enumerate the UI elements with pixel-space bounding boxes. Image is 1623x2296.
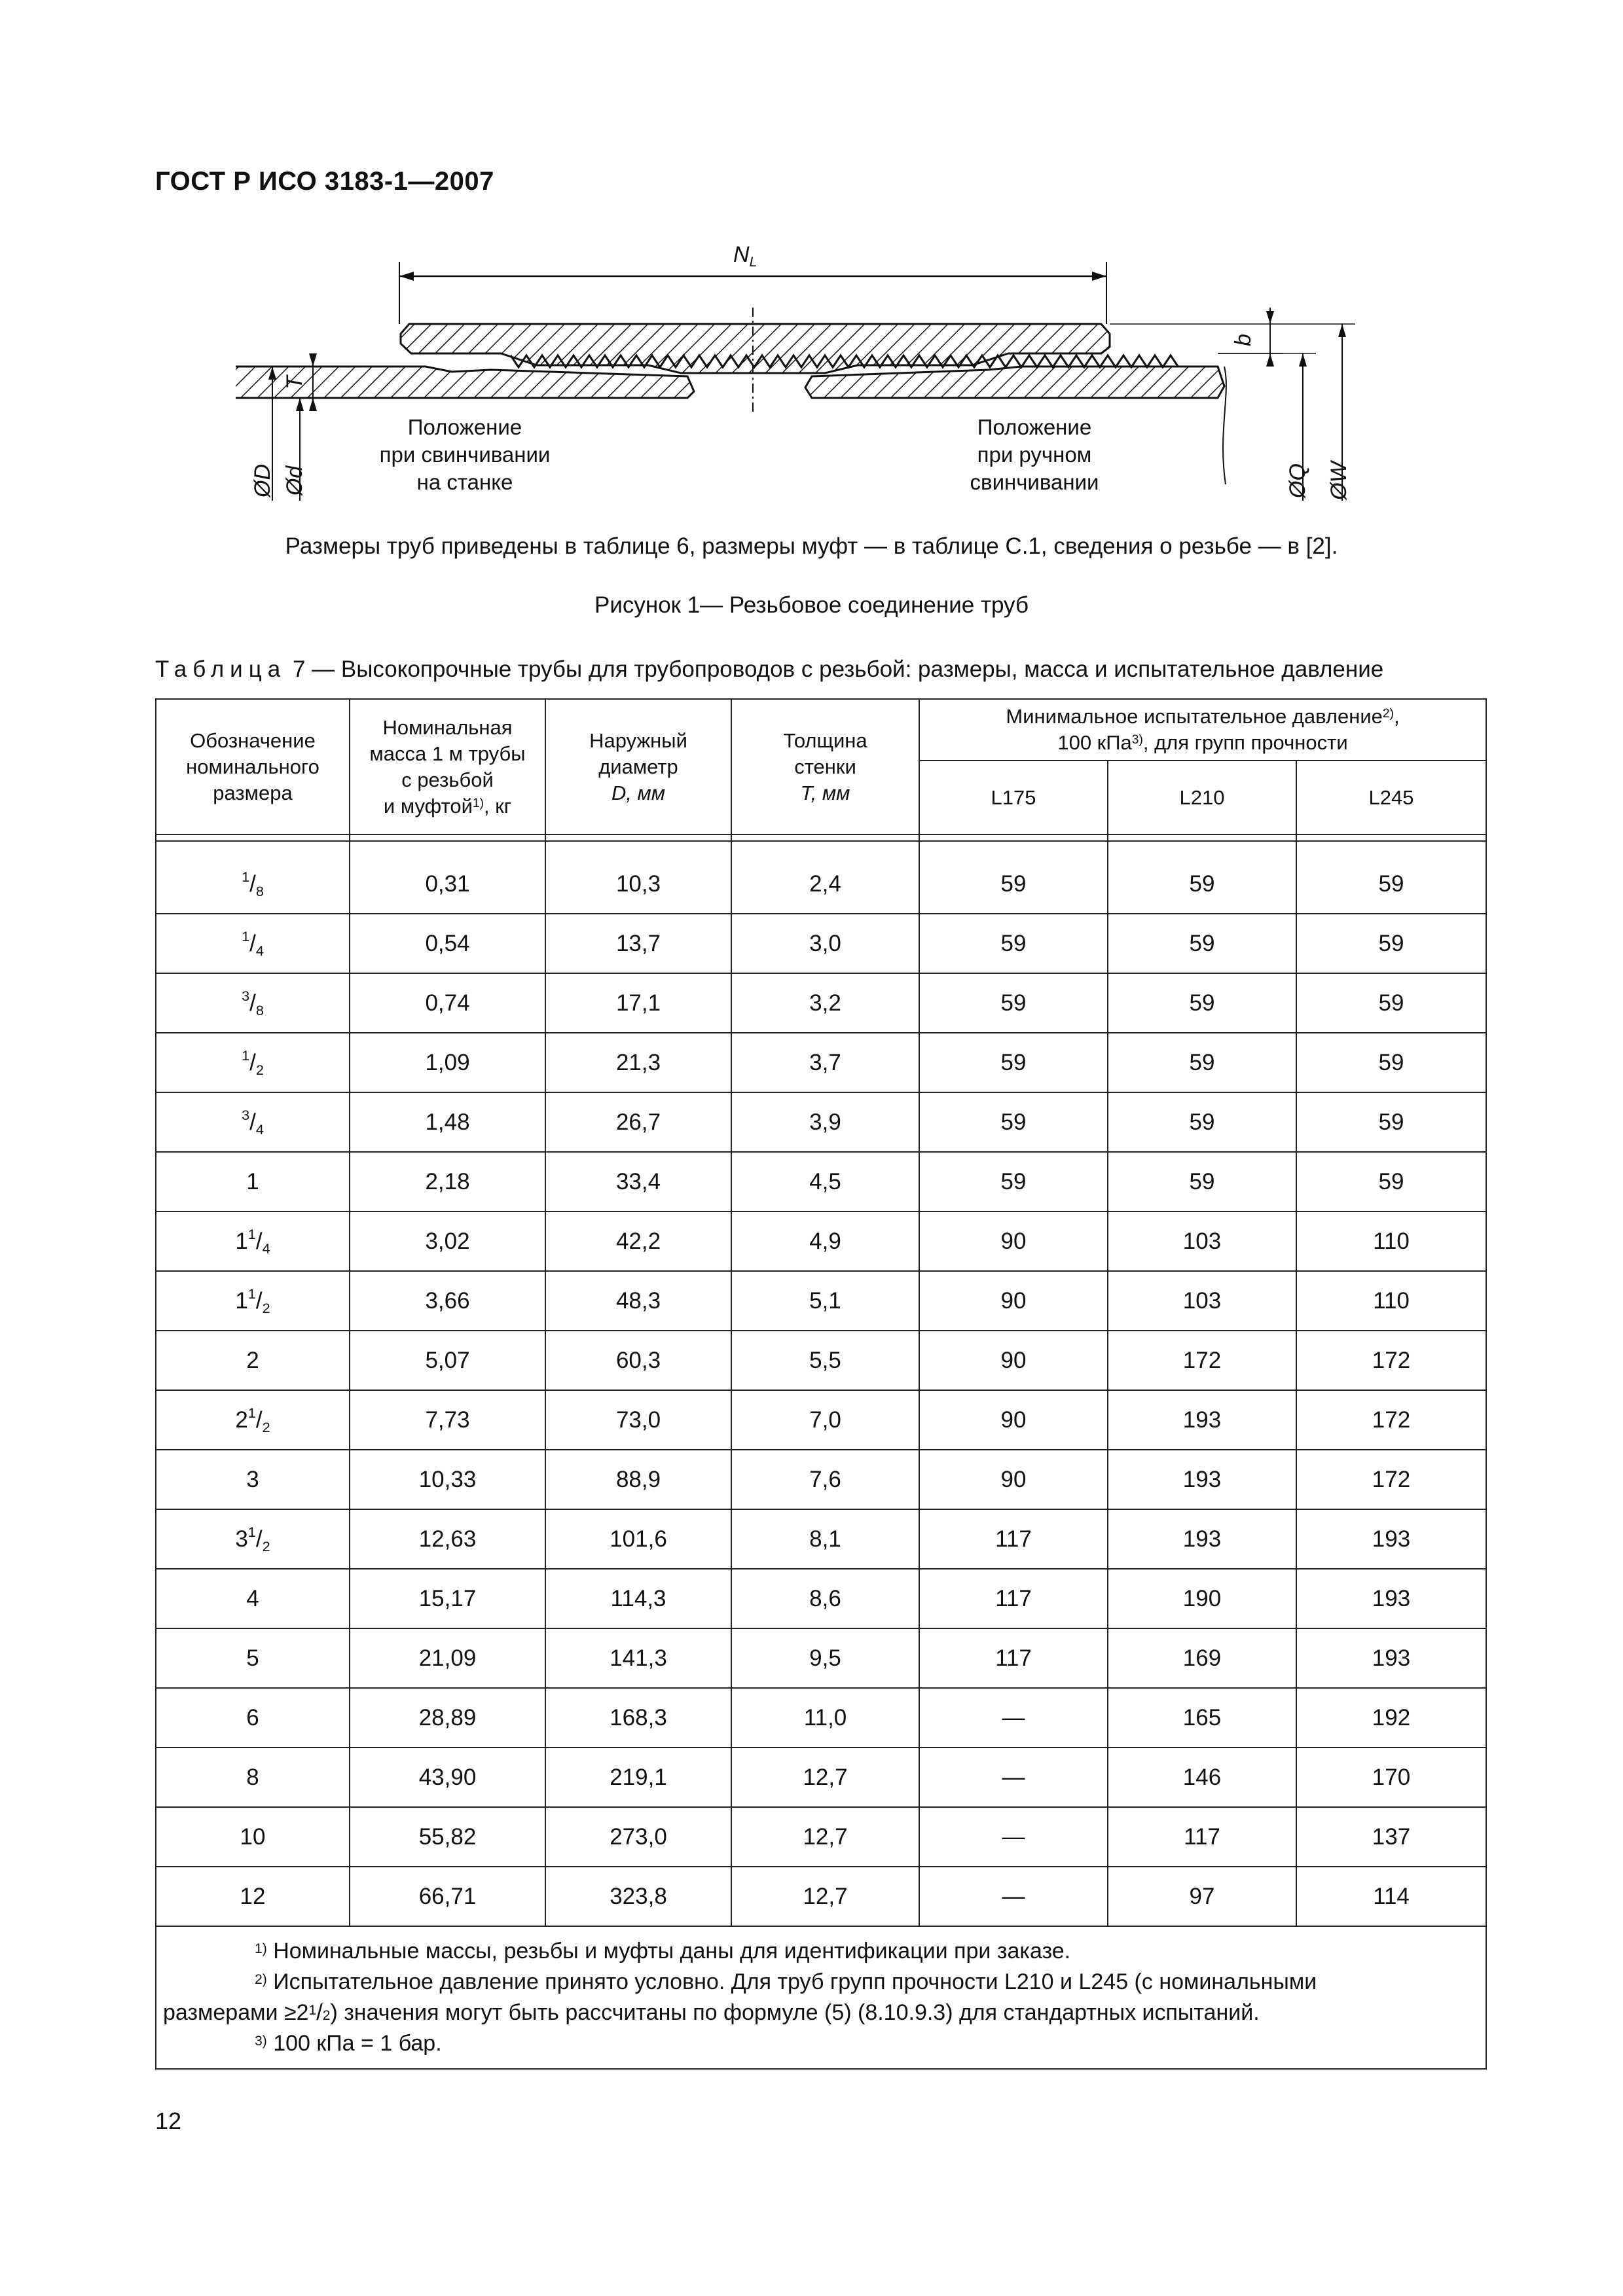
table-row [156, 1807, 1486, 1867]
cell-l210: 59 [1108, 1033, 1296, 1092]
t-label: T [282, 376, 307, 389]
cell-size: $1^1/_4$ [156, 1211, 350, 1271]
cell-mass: 0,31 [350, 841, 545, 914]
right-position-label: Положение при ручном свинчивании [970, 415, 1099, 494]
cell-l175: 117 [919, 1569, 1108, 1628]
q-diameter-label: ØQ [1285, 463, 1310, 498]
table-row [156, 1331, 1486, 1390]
cell-mass: 3,02 [350, 1211, 545, 1271]
cell-t: 9,5 [731, 1628, 919, 1688]
figure-caption: Рисунок 1— Резьбовое соединение труб [594, 592, 1029, 618]
cell-mass: 10,33 [350, 1450, 545, 1509]
cell-size: 12 [156, 1867, 350, 1926]
cell-d: 17,1 [545, 973, 731, 1033]
cell-l245: 59 [1296, 973, 1486, 1033]
cell-mass: 12,63 [350, 1509, 545, 1569]
cell-t: 11,0 [731, 1688, 919, 1748]
cell-l210: 59 [1108, 973, 1296, 1033]
cell-l245: 192 [1296, 1688, 1486, 1748]
table-row [156, 1092, 1486, 1152]
cell-t: 7,0 [731, 1390, 919, 1450]
cell-d: 219,1 [545, 1748, 731, 1807]
b-label: b [1230, 334, 1256, 346]
cell-d: 101,6 [545, 1509, 731, 1569]
cell-size: $^1/_2$ [156, 1033, 350, 1092]
cell-d: 48,3 [545, 1271, 731, 1331]
cell-t: 2,4 [731, 841, 919, 914]
inner-diameter-label: Ød [282, 465, 308, 496]
cell-l210: 193 [1108, 1390, 1296, 1450]
cell-l245: 170 [1296, 1748, 1486, 1807]
cell-l245: 193 [1296, 1509, 1486, 1569]
cell-l245: 172 [1296, 1450, 1486, 1509]
header-diameter: Наружный диаметр D, мм [545, 699, 731, 834]
cell-mass: 28,89 [350, 1688, 545, 1748]
cell-d: 88,9 [545, 1450, 731, 1509]
cell-l175: 59 [919, 841, 1108, 914]
cell-l210: 97 [1108, 1867, 1296, 1926]
left-position-label: Положение при свинчивании на станке [379, 415, 551, 494]
footnote-2: $^{2)}$ Испытательное давление принято условно. Для труб групп прочности L210 и L245 (с номинальными [255, 1969, 1317, 1994]
table-row [156, 1271, 1486, 1331]
cell-d: 323,8 [545, 1867, 731, 1926]
table-body [156, 841, 1486, 1926]
cell-l245: 193 [1296, 1569, 1486, 1628]
cell-l210: 59 [1108, 914, 1296, 973]
cell-l175: 59 [919, 1092, 1108, 1152]
cell-mass: 5,07 [350, 1331, 545, 1390]
cell-size: $^3/_4$ [156, 1092, 350, 1152]
header-grade-l245: L245 [1296, 761, 1486, 834]
cell-t: 5,5 [731, 1331, 919, 1390]
cell-t: 4,5 [731, 1152, 919, 1211]
table-row [156, 1569, 1486, 1628]
header-wall: Толщина стенки T, мм [731, 699, 919, 834]
cell-size: 1 [156, 1152, 350, 1211]
cell-t: 3,7 [731, 1033, 919, 1092]
cell-l245: 59 [1296, 841, 1486, 914]
cell-l245: 59 [1296, 914, 1486, 973]
cell-size: $^1/_4$ [156, 914, 350, 973]
cell-mass: 66,71 [350, 1867, 545, 1926]
cell-l175: — [919, 1688, 1108, 1748]
cell-l210: 193 [1108, 1450, 1296, 1509]
cell-mass: 7,73 [350, 1390, 545, 1450]
table-row [156, 1152, 1486, 1211]
cell-l210: 103 [1108, 1271, 1296, 1331]
cell-l210: 59 [1108, 841, 1296, 914]
cell-t: 4,9 [731, 1211, 919, 1271]
cell-size: $1^1/_2$ [156, 1271, 350, 1331]
cell-mass: 15,17 [350, 1569, 545, 1628]
cell-l210: 193 [1108, 1509, 1296, 1569]
cell-l175: — [919, 1807, 1108, 1867]
cell-l210: 117 [1108, 1807, 1296, 1867]
cell-t: 3,9 [731, 1092, 919, 1152]
cell-l175: 59 [919, 973, 1108, 1033]
table-row [156, 1628, 1486, 1688]
document-header: ГОСТ Р ИСО 3183-1—2007 [155, 167, 494, 196]
cell-l175: 59 [919, 914, 1108, 973]
cell-mass: 1,48 [350, 1092, 545, 1152]
cell-d: 60,3 [545, 1331, 731, 1390]
cell-size: 5 [156, 1628, 350, 1688]
cell-l210: 146 [1108, 1748, 1296, 1807]
cell-l175: 90 [919, 1271, 1108, 1331]
cell-l210: 103 [1108, 1211, 1296, 1271]
cell-l245: 59 [1296, 1092, 1486, 1152]
table-row [156, 1211, 1486, 1271]
cell-size: $3^1/_2$ [156, 1509, 350, 1569]
cell-mass: 2,18 [350, 1152, 545, 1211]
cell-l210: 172 [1108, 1331, 1296, 1390]
cell-l245: 137 [1296, 1807, 1486, 1867]
cell-l175: 117 [919, 1509, 1108, 1569]
cell-l245: 59 [1296, 1152, 1486, 1211]
cell-mass: 0,74 [350, 973, 545, 1033]
nl-label: $N_L$ [733, 242, 757, 270]
cell-t: 12,7 [731, 1807, 919, 1867]
cell-d: 33,4 [545, 1152, 731, 1211]
cell-size: $^3/_8$ [156, 973, 350, 1033]
table-row [156, 1748, 1486, 1807]
cell-d: 13,7 [545, 914, 731, 973]
cell-l245: 172 [1296, 1390, 1486, 1450]
table-row [156, 1509, 1486, 1569]
w-diameter-label: ØW [1326, 461, 1351, 500]
pipe-dimensions-table [155, 698, 1487, 2070]
cell-l175: 90 [919, 1390, 1108, 1450]
cell-size: 10 [156, 1807, 350, 1867]
footnote-2-continued: размерами $\ge 2^1/_2$) значения могут быть рассчитаны по формуле (5) (8.10.9.3) для стандартных испытаний. [163, 2000, 1260, 2025]
cell-l175: 59 [919, 1033, 1108, 1092]
cell-size: 2 [156, 1331, 350, 1390]
table-footnotes [156, 1926, 1486, 2069]
cell-d: 141,3 [545, 1628, 731, 1688]
cell-size: 8 [156, 1748, 350, 1807]
cell-mass: 0,54 [350, 914, 545, 973]
cell-size: $2^1/_2$ [156, 1390, 350, 1450]
cell-d: 26,7 [545, 1092, 731, 1152]
cell-d: 42,2 [545, 1211, 731, 1271]
cell-d: 73,0 [545, 1390, 731, 1450]
cell-t: 5,1 [731, 1271, 919, 1331]
cell-l245: 114 [1296, 1867, 1486, 1926]
header-grade-l210: L210 [1108, 761, 1296, 834]
header-mass: Номинальная масса 1 м трубы с резьбой и муфтой$^{1)}$, кг [350, 699, 545, 834]
cell-size: $^1/_8$ [156, 841, 350, 914]
figure-threaded-connection [236, 236, 1414, 511]
cell-l245: 193 [1296, 1628, 1486, 1688]
table-row [156, 1033, 1486, 1092]
cell-mass: 21,09 [350, 1628, 545, 1688]
cell-mass: 43,90 [350, 1748, 545, 1807]
figure-note: Размеры труб приведены в таблице 6, размеры муфт — в таблице С.1, сведения о резьбе — в [2]. [285, 533, 1338, 559]
cell-l245: 110 [1296, 1271, 1486, 1331]
header-pressure: Минимальное испытательное давление$^{2)}$, 100 кПа$^{3)}$, для групп прочности [919, 699, 1486, 761]
table-row [156, 841, 1486, 914]
table-row [156, 914, 1486, 973]
table-row [156, 973, 1486, 1033]
cell-t: 7,6 [731, 1450, 919, 1509]
cell-l175: — [919, 1748, 1108, 1807]
cell-l175: — [919, 1867, 1108, 1926]
cell-t: 8,6 [731, 1569, 919, 1628]
cell-d: 114,3 [545, 1569, 731, 1628]
cell-l175: 59 [919, 1152, 1108, 1211]
header-grade-l175: L175 [919, 761, 1108, 834]
cell-t: 3,0 [731, 914, 919, 973]
cell-l245: 172 [1296, 1331, 1486, 1390]
table-row [156, 1867, 1486, 1926]
table-row [156, 1688, 1486, 1748]
cell-l210: 59 [1108, 1092, 1296, 1152]
cell-l175: 117 [919, 1628, 1108, 1688]
cell-l245: 110 [1296, 1211, 1486, 1271]
cell-t: 8,1 [731, 1509, 919, 1569]
table-title: Таблица 7 — Высокопрочные трубы для трубопроводов с резьбой: размеры, масса и испытательное давление [155, 656, 1384, 682]
table-row [156, 1450, 1486, 1509]
cell-size: 6 [156, 1688, 350, 1748]
cell-mass: 3,66 [350, 1271, 545, 1331]
cell-l175: 90 [919, 1211, 1108, 1271]
cell-size: 3 [156, 1450, 350, 1509]
cell-l210: 59 [1108, 1152, 1296, 1211]
header-designation: Обозначение номинального размера [156, 699, 350, 834]
cell-t: 12,7 [731, 1748, 919, 1807]
table-row [156, 1390, 1486, 1450]
cell-l245: 59 [1296, 1033, 1486, 1092]
cell-l175: 90 [919, 1331, 1108, 1390]
cell-d: 168,3 [545, 1688, 731, 1748]
outer-diameter-label: ØD [250, 464, 275, 497]
cell-l175: 90 [919, 1450, 1108, 1509]
footnote-1: $^{1)}$ Номинальные массы, резьбы и муфты даны для идентификации при заказе. [255, 1939, 1071, 1964]
cell-d: 21,3 [545, 1033, 731, 1092]
cell-size: 4 [156, 1569, 350, 1628]
cell-l210: 165 [1108, 1688, 1296, 1748]
cell-l210: 169 [1108, 1628, 1296, 1688]
cell-d: 273,0 [545, 1807, 731, 1867]
cell-d: 10,3 [545, 841, 731, 914]
cell-t: 3,2 [731, 973, 919, 1033]
cell-t: 12,7 [731, 1867, 919, 1926]
cell-mass: 55,82 [350, 1807, 545, 1867]
page-number: 12 [155, 2108, 182, 2134]
footnote-3: $^{3)}$ 100 кПа = 1 бар. [255, 2031, 442, 2056]
cell-l210: 190 [1108, 1569, 1296, 1628]
cell-mass: 1,09 [350, 1033, 545, 1092]
